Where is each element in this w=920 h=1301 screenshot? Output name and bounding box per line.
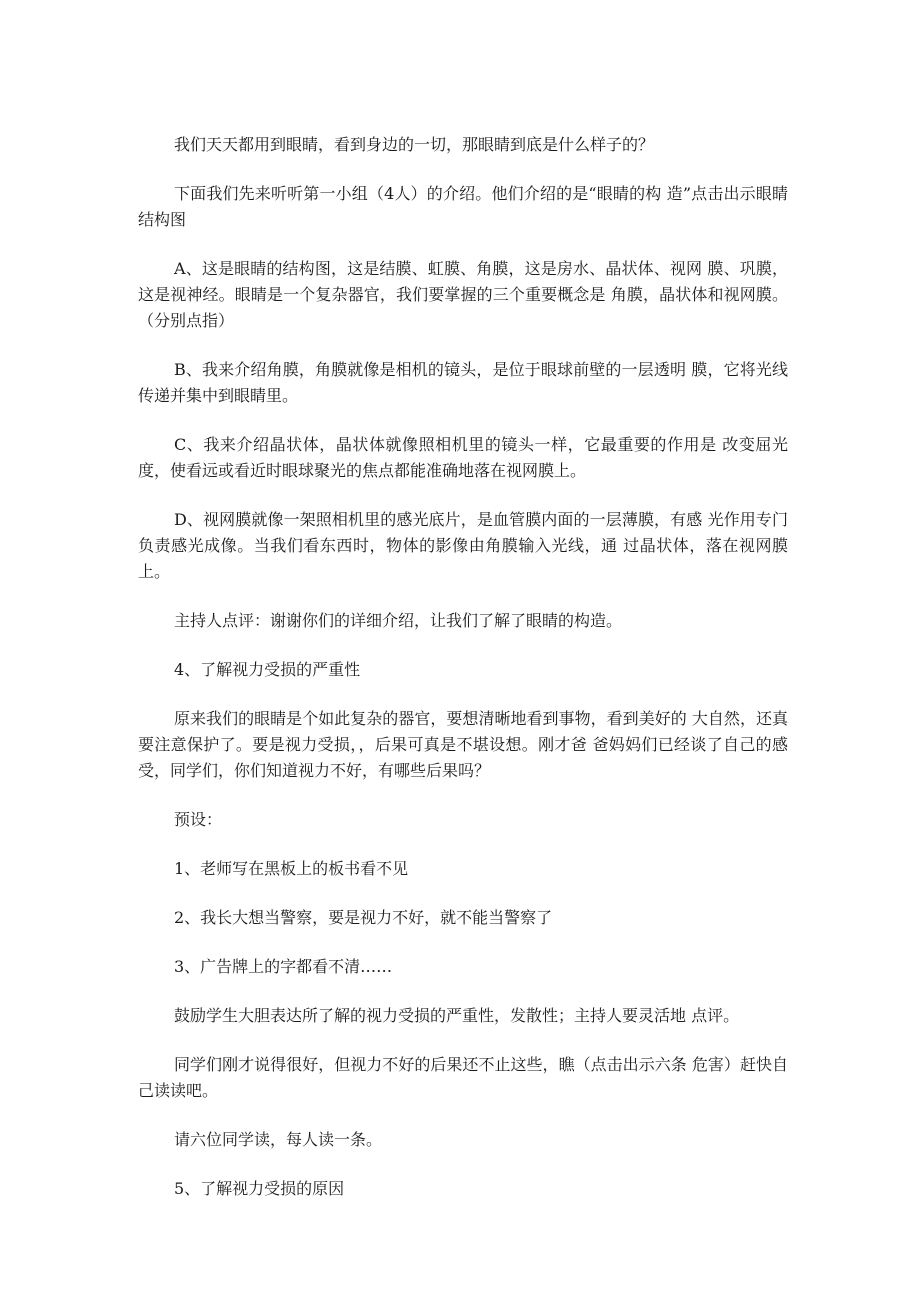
host-comment: 主持人点评：谢谢你们的详细介绍，让我们了解了眼睛的构造。 xyxy=(174,611,623,630)
encourage-note: 鼓励学生大胆表达所了解的视力受损的严重性，发散性；主持人要灵活地 点评。 xyxy=(174,1006,740,1025)
paragraph-a: A、这是眼睛的结构图，这是结膜、虹膜、角膜，这是房水、晶状体、视网 膜、巩膜，这是视神经。眼睛是一个复杂器官，我们要掌握的三个重要概念是 角膜，晶状体和视网膜。（分别点指） xyxy=(138,259,788,330)
hazards-intro: 同学们刚才说得很好，但视力不好的后果还不止这些，瞧（点击出示六条 危害）赶快自己读读吧。 xyxy=(138,1055,788,1100)
section-heading-5: 5、了解视力受损的原因 xyxy=(174,1179,345,1198)
document-body xyxy=(138,132,788,1225)
paragraph-d: D、视网膜就像一架照相机里的感光底片，是血管膜内面的一层薄膜，有感 光作用专门负责感光成像。当我们看东西时，物体的影像由角膜输入光线，通 过晶状体，落在视网膜上。 xyxy=(138,510,788,581)
preset-label: 预设： xyxy=(174,810,223,829)
reading-instruction: 请六位同学读，每人读一条。 xyxy=(174,1130,383,1149)
paragraph-b: B、我来介绍角膜，角膜就像是相机的镜头，是位于眼球前壁的一层透明 膜，它将光线传递并集中到眼睛里。 xyxy=(138,360,788,405)
section-heading-4: 4、了解视力受损的严重性 xyxy=(174,660,361,679)
intro-question: 我们天天都用到眼睛，看到身边的一切，那眼睛到底是什么样子的？ xyxy=(174,135,655,154)
preset-item-1: 1、老师写在黑板上的板书看不见 xyxy=(174,859,409,878)
group-intro: 下面我们先来听听第一小组（4人）的介绍。他们介绍的是“眼睛的构 造”点击出示眼睛结构图 xyxy=(138,184,788,229)
paragraph-c: C、我来介绍晶状体，晶状体就像照相机里的镜头一样，它最重要的作用是 改变屈光度，使看远或看近时眼球聚光的焦点都能准确地落在视网膜上。 xyxy=(138,435,788,480)
section-4-body: 原来我们的眼睛是个如此复杂的器官，要想清晰地看到事物，看到美好的 大自然，还真要注意保护了。要是视力受损，，后果可真是不堪设想。刚才爸 爸妈妈们已经谈了自己的感受，同学们，你们知道视力不好，有哪些后果吗？ xyxy=(138,709,788,780)
preset-item-2: 2、我长大想当警察，要是视力不好，就不能当警察了 xyxy=(174,908,553,927)
preset-item-3: 3、广告牌上的字都看不清…… xyxy=(174,957,393,976)
